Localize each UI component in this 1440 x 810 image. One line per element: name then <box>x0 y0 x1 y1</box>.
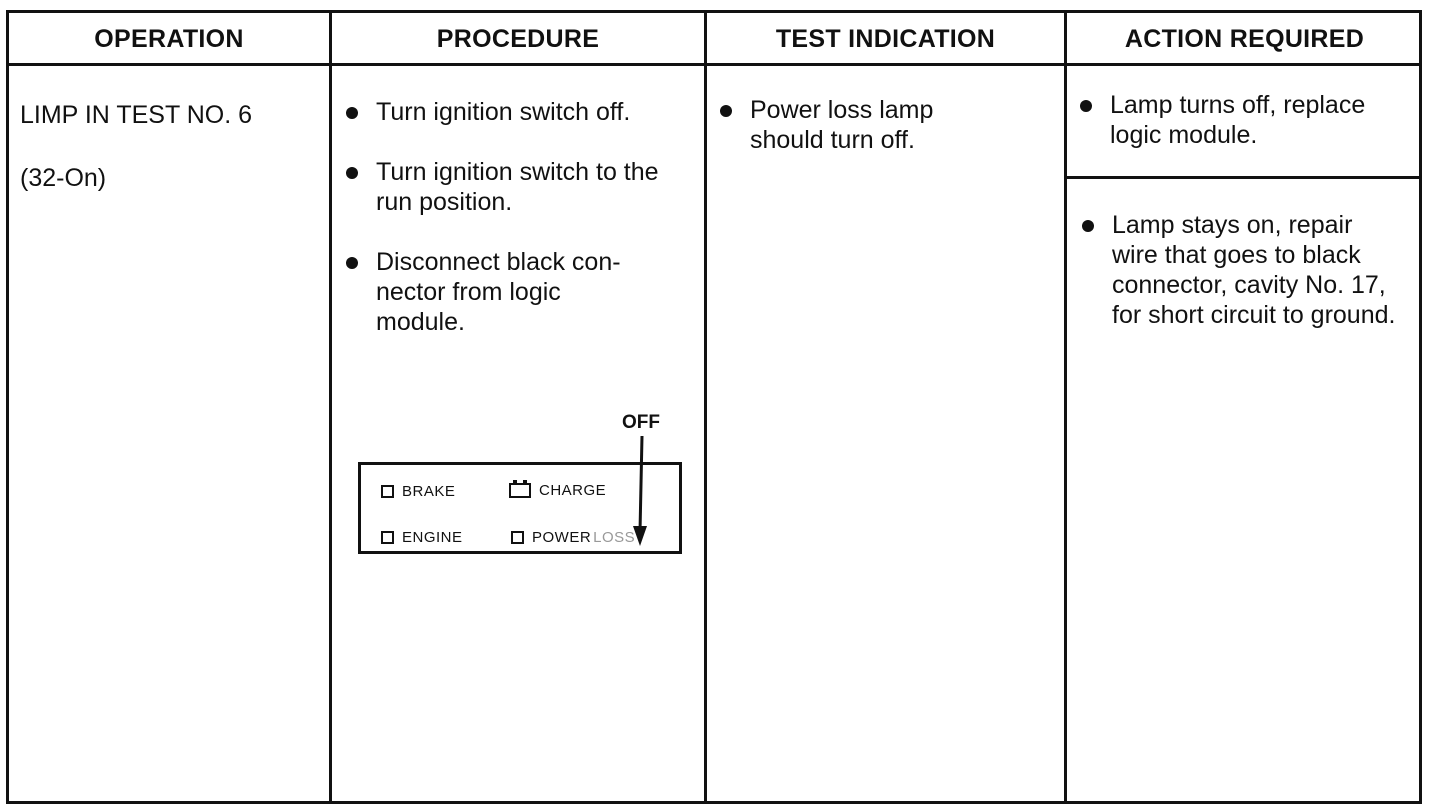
lamp-power-loss <box>511 529 635 546</box>
action-item-text: Lamp stays on, repair wire that goes to black connector, cavity No. 17, for short circuit to ground. <box>1112 211 1396 329</box>
lamp-power-label: POWER <box>532 529 592 546</box>
test-indication-item <box>714 95 984 155</box>
checkbox-icon <box>381 485 394 498</box>
off-pointer-label: OFF <box>622 412 660 433</box>
lamp-brake-label: BRAKE <box>402 483 456 500</box>
lamp-charge <box>509 482 606 499</box>
test-indication-list <box>714 95 984 185</box>
procedure-steps <box>340 97 675 367</box>
procedure-step <box>340 247 646 337</box>
action-item <box>1076 210 1396 330</box>
checkbox-icon <box>511 531 524 544</box>
indicator-lamp-panel <box>358 462 682 554</box>
column-divider <box>704 13 707 801</box>
lamp-charge-label: CHARGE <box>539 482 607 499</box>
header-test-indication: TEST INDICATION <box>775 24 996 53</box>
procedure-step <box>340 157 675 217</box>
lamp-brake <box>381 483 455 500</box>
procedure-step-text: Disconnect black con- nector from logic module. <box>376 248 621 336</box>
bullet-icon <box>720 105 732 117</box>
bullet-icon <box>346 167 358 179</box>
action-required-list-1 <box>1074 90 1404 180</box>
bullet-icon <box>346 107 358 119</box>
lamp-engine-label: ENGINE <box>402 529 463 546</box>
action-item-text: Lamp turns off, replace logic module. <box>1110 91 1366 149</box>
column-divider <box>1064 13 1067 801</box>
procedure-step-text: Turn ignition switch to the run position. <box>376 158 659 216</box>
header-procedure: PROCEDURE <box>436 24 600 53</box>
operation-code: (32-On) <box>20 164 107 192</box>
action-required-list-2 <box>1076 210 1396 360</box>
checkbox-icon <box>381 531 394 544</box>
header-operation: OPERATION <box>94 24 244 53</box>
lamp-engine <box>381 529 463 546</box>
operation-title: LIMP IN TEST NO. 6 <box>20 101 253 129</box>
lamp-loss-label: LOSS <box>593 529 636 546</box>
action-item <box>1074 90 1404 150</box>
column-divider <box>329 13 332 801</box>
header-action-required: ACTION REQUIRED <box>1124 24 1365 53</box>
test-indication-text: Power loss lamp should turn off. <box>750 96 934 154</box>
procedure-step-text: Turn ignition switch off. <box>376 98 631 126</box>
battery-icon <box>509 483 531 498</box>
bullet-icon <box>1080 100 1092 112</box>
procedure-step <box>340 97 675 127</box>
bullet-icon <box>346 257 358 269</box>
bullet-icon <box>1082 220 1094 232</box>
